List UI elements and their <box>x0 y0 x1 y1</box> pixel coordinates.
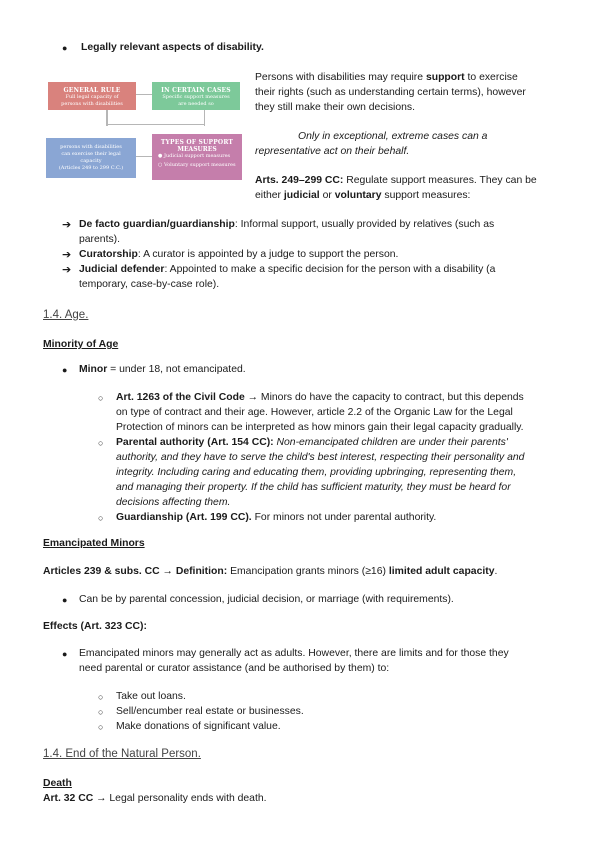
certain-cases-title: IN CERTAIN CASES <box>161 87 231 94</box>
bullet-dot: ● <box>62 365 68 375</box>
support-diagram <box>40 78 250 188</box>
diagram-connector <box>136 94 152 95</box>
text-run: to exercise <box>464 72 518 83</box>
legal-capacity-line: persons with disabilities <box>60 144 122 150</box>
effects-list-item: Sell/encumber real estate or businesses. <box>116 706 304 717</box>
text-run: Regulate support measures. They can be <box>343 175 537 186</box>
legal-capacity-line: capacity <box>80 158 102 164</box>
intro-paragraph-1-line: they still make their own decisions. <box>255 102 415 113</box>
text-run: Minor <box>79 364 108 375</box>
text-run: For minors not under parental authority. <box>251 512 437 523</box>
support-item-line: temporary, case-by-case role). <box>79 279 220 290</box>
intro-paragraph-2-line: representative act on their behalf. <box>255 146 410 157</box>
section-heading-age: 1.4. Age. <box>43 309 89 321</box>
general-rule-line: persons with disabilities <box>61 101 123 107</box>
circle-bullet: ○ <box>98 513 104 523</box>
certain-cases-line: are needed so <box>178 101 214 107</box>
effects-list-item: Take out loans. <box>116 691 186 702</box>
parental-authority-line: and managing their property. If the child has sufficient maturity, they must be heard for <box>116 482 511 493</box>
text-run: : Appointed to make a specific decision for the person with a disability (a <box>164 264 496 275</box>
minor-definition <box>79 363 246 377</box>
text-run: Parental authority (Art. 154 CC): <box>116 437 274 448</box>
intro-paragraph-1-line: their rights (such as understanding certain terms), however <box>255 87 526 98</box>
effects-text-line: need parental or curator assistance (and be authorised by them) to: <box>79 663 390 674</box>
art1263-line: Protection of minors can be interpreted as how minors gain their legal capacity gradually. <box>116 422 524 433</box>
parental-authority-line: integrity. Including caring and educating them, providing upbringing, representing them, <box>116 467 517 478</box>
text-run: : Informal support, usually provided by relatives (such as <box>234 219 495 230</box>
support-types-title: MEASURES <box>177 146 217 153</box>
text-run: Articles 239 & subs. CC → Definition: <box>43 566 228 577</box>
intro-paragraph-3 <box>255 174 537 188</box>
effects-list-item: Make donations of significant value. <box>116 721 281 732</box>
text-run: Non-emancipated children are under their parents' <box>273 437 508 448</box>
support-item-line: parents). <box>79 234 121 245</box>
text-run: Judicial defender <box>79 264 165 275</box>
text-run: judicial <box>283 190 320 201</box>
arrow-bullet-icon: ➔ <box>62 219 72 231</box>
intro-paragraph-2: Only in exceptional, extreme cases can a <box>298 131 488 142</box>
effects-heading: Effects (Art. 323 CC): <box>43 621 147 632</box>
support-types-box <box>152 134 242 180</box>
section-heading-end: 1.4. End of the Natural Person. <box>43 748 201 760</box>
text-run: Persons with disabilities may require <box>255 72 426 83</box>
bullet-dot: ● <box>62 595 68 605</box>
circle-bullet: ○ <box>98 692 104 702</box>
emancipated-heading: Emancipated Minors <box>43 538 145 549</box>
emancipation-bullet-text: Can be by parental concession, judicial decision, or marriage (with requirements). <box>79 594 454 605</box>
text-run: . <box>494 566 498 577</box>
text-run: Arts. 249–299 CC: <box>255 175 344 186</box>
circle-bullet: ○ <box>98 707 104 717</box>
text-run: limited adult capacity <box>388 566 495 577</box>
circle-bullet: ○ <box>98 722 104 732</box>
arrow-bullet-icon: ➔ <box>62 249 72 261</box>
certain-cases-box <box>152 82 240 110</box>
support-types-item: ○ Voluntary support measures <box>158 162 236 168</box>
text-run: Art. 32 CC <box>43 793 94 804</box>
support-item <box>79 263 495 277</box>
legal-capacity-line: can exercise their legal <box>61 151 121 157</box>
text-run: → Minors do have the capacity to contract, but this depends <box>244 392 524 403</box>
art1263-item <box>116 391 524 405</box>
art1263-line: on type of contract and their age. However, article 2.2 of the Organic Law for the Legal <box>116 407 513 418</box>
text-run: support measures: <box>381 190 471 201</box>
arrow-bullet-icon: ➔ <box>62 264 72 276</box>
text-run: either <box>255 190 284 201</box>
top-bullet-text: Legally relevant aspects of disability. <box>81 42 264 53</box>
guardianship-item <box>116 511 436 525</box>
general-rule-title: GENERAL RULE <box>63 87 121 94</box>
bullet-dot: ● <box>62 43 68 53</box>
support-types-item: ● Judicial support measures <box>158 153 231 159</box>
text-run: support <box>425 72 465 83</box>
diagram-connector <box>108 124 204 125</box>
articles-239-paragraph <box>43 565 497 579</box>
support-item <box>79 218 494 232</box>
death-heading: Death <box>43 778 72 789</box>
text-run: Curatorship <box>79 249 138 260</box>
diagram-connector <box>136 156 152 157</box>
text-run: Emancipation grants minors (≥16) <box>227 566 389 577</box>
text-run: Art. 1263 of the Civil Code <box>116 392 245 403</box>
certain-cases-line: Specific support measures <box>162 94 230 100</box>
parental-authority-item <box>116 436 508 450</box>
minority-heading: Minority of Age <box>43 339 119 350</box>
general-rule-box <box>48 82 136 110</box>
legal-capacity-box <box>46 138 136 178</box>
circle-bullet: ○ <box>98 393 104 403</box>
text-run: : A curator is appointed by a judge to support the person. <box>137 249 399 260</box>
text-run: Guardianship (Art. 199 CC). <box>116 512 252 523</box>
intro-paragraph-1 <box>255 71 518 85</box>
text-run: voluntary <box>334 190 382 201</box>
text-run: De facto guardian/guardianship <box>79 219 235 230</box>
circle-bullet: ○ <box>98 438 104 448</box>
text-run: = under 18, not emancipated. <box>107 364 246 375</box>
effects-text: Emancipated minors may generally act as adults. However, there are limits and for those they <box>79 648 509 659</box>
text-run: or <box>319 190 335 201</box>
support-types-title: TYPES OF SUPPORT <box>160 139 234 146</box>
bullet-dot: ● <box>62 649 68 659</box>
parental-authority-line: decisions affecting them. <box>116 497 231 508</box>
death-paragraph <box>43 792 267 806</box>
parental-authority-line: authority, and they have to serve the child's best interest, respecting their personality and <box>116 452 525 463</box>
legal-capacity-line: (Articles 249 to 299 C.C.) <box>58 165 124 171</box>
general-rule-line: Full legal capacity of <box>65 94 119 100</box>
support-item <box>79 248 398 262</box>
intro-paragraph-3-line <box>255 189 470 203</box>
text-run: → Legal personality ends with death. <box>93 793 267 804</box>
